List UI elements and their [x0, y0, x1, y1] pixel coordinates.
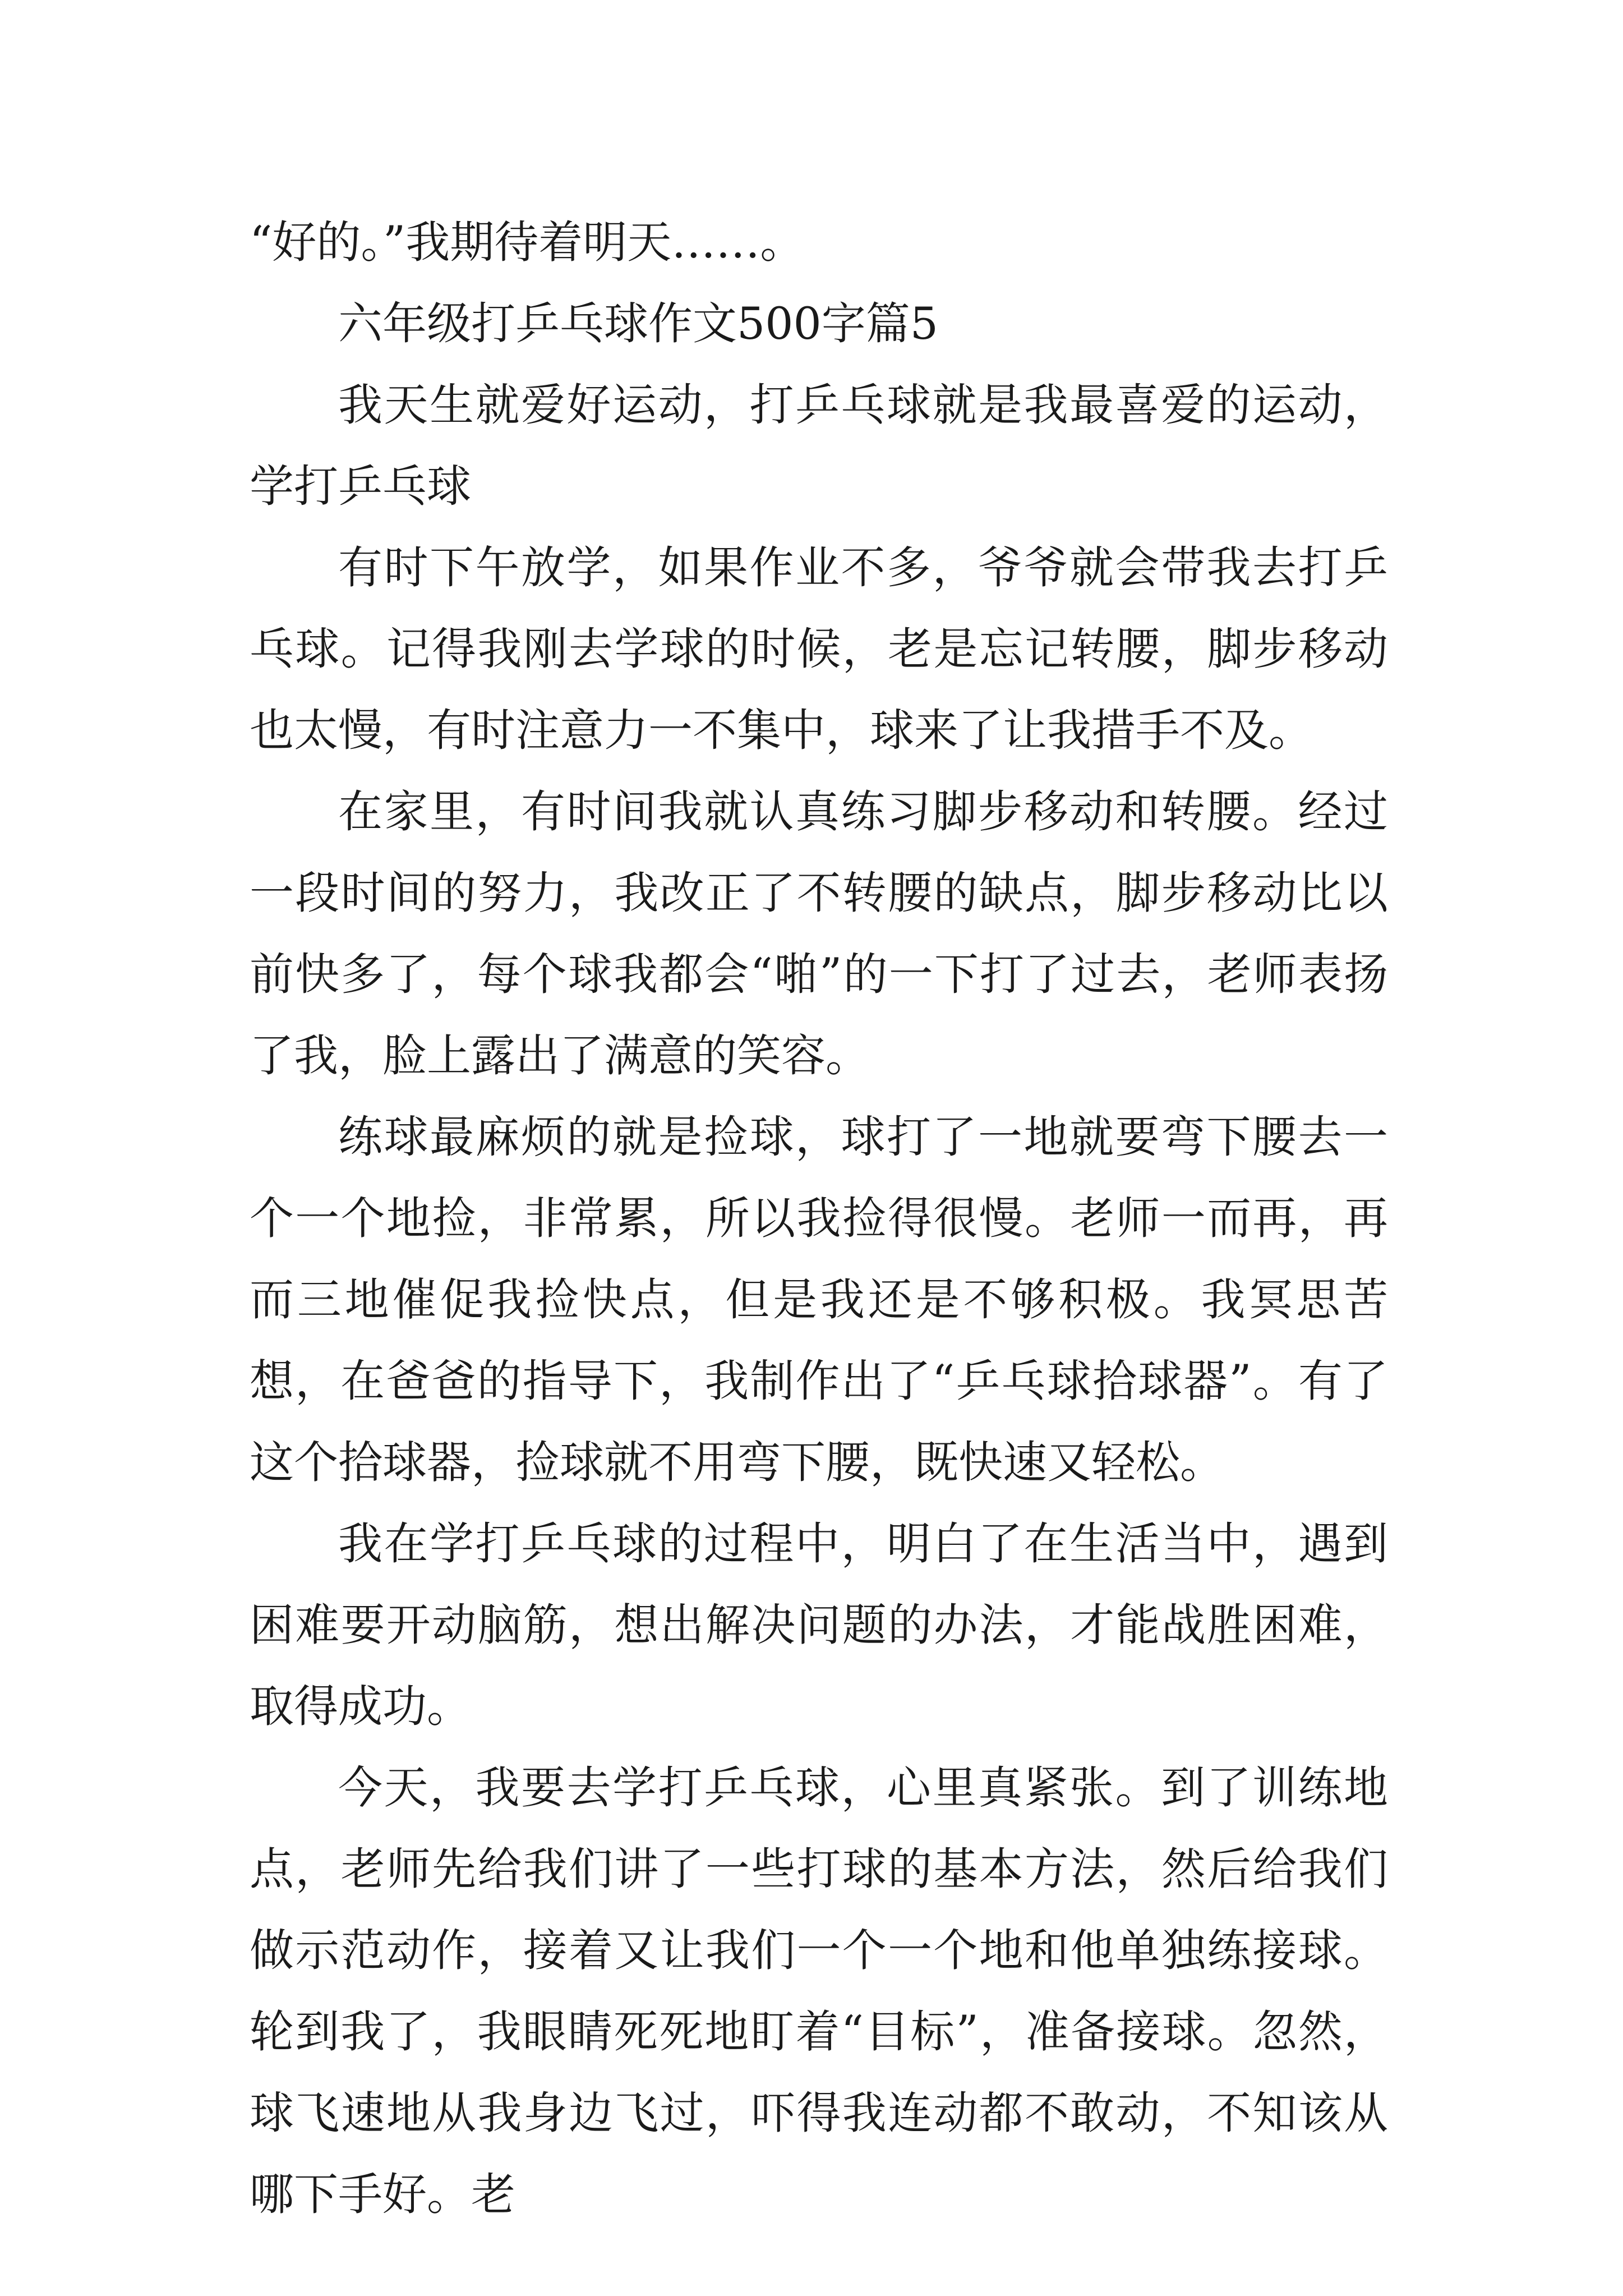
paragraph-intro: 我天生就爱好运动，打乒乓球就是我最喜爱的运动，学打乒乓球 [250, 379, 1388, 512]
paragraph-closing-quote: “好的。”我期待着明天……。 [250, 217, 805, 268]
paragraph-picking-balls: 练球最麻烦的就是捡球，球打了一地就要弯下腰去一个一个地捡，非常累，所以我捡得很慢。老师一而再，再而三地催促我捡快点，但是我还是不够积极。我冥思苦想，在爸爸的指导下，我制作出了“乒乓球拾球器”。有了这个拾球器，捡球就不用弯下腰，既快速又轻松。 [250, 1111, 1388, 1488]
paragraph-lesson-learned: 我在学打乒乓球的过程中，明白了在生活当中，遇到困难要开动脑筋，想出解决问题的办法，才能战胜困难，取得成功。 [250, 1518, 1388, 1732]
section-heading: 六年级打乒乓球作文500字篇5 [338, 298, 939, 349]
body-text [250, 202, 1388, 2235]
paragraph-first-training: 今天，我要去学打乒乓球，心里真紧张。到了训练地点，老师先给我们讲了一些打球的基本方法，然后给我们做示范动作，接着又让我们一个一个地和他单独练接球。轮到我了，我眼睛死死地盯着“目标”，准备接球。忽然，球飞速地从我身边飞过，吓得我连动都不敢动，不知该从哪下手好。老 [250, 1762, 1388, 2220]
paragraph-practice-at-home: 在家里，有时间我就认真练习脚步移动和转腰。经过一段时间的努力，我改正了不转腰的缺点，脚步移动比以前快多了，每个球我都会“啪”的一下打了过去，老师表扬了我，脸上露出了满意的笑容。 [250, 786, 1388, 1082]
paragraph-after-school: 有时下午放学，如果作业不多，爷爷就会带我去打乒乓球。记得我刚去学球的时候，老是忘记转腰，脚步移动也太慢，有时注意力一不集中，球来了让我措手不及。 [250, 542, 1388, 756]
